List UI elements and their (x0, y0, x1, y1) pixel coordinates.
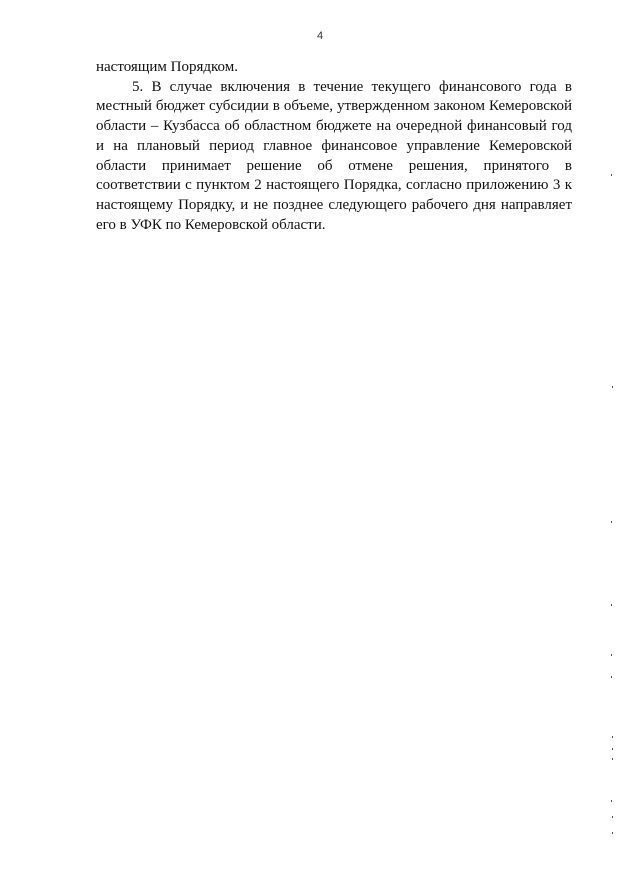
paragraph-continuation: настоящим Порядком. (96, 59, 238, 75)
scan-speck (611, 800, 612, 802)
scan-speck (612, 736, 613, 738)
document-body (96, 58, 572, 235)
scan-speck (612, 386, 613, 388)
scan-speck (612, 758, 613, 760)
scan-speck (612, 832, 613, 834)
scan-speck (611, 521, 612, 523)
paragraph-item-5: 5. В случае включения в течение текущего финансового года в местный бюджет субсидии в объеме, утвержденном законом Кемеровской области – Кузбасса об областном бюджете на очередной финансовый год и на плановый период главное финансовое управление Кемеровской области принимает решение об отмене решения, принятого в соответствии с пунктом 2 настоящего Порядка, согласно приложению 3 к настоящему Порядку, и не позднее следующего рабочего дня направляет его в УФК по Кемеровской области. (96, 78, 572, 233)
page-number: 4 (316, 30, 324, 42)
scan-speck (611, 654, 612, 656)
scan-speck (611, 676, 612, 678)
scan-speck (612, 748, 613, 750)
scan-speck (612, 816, 613, 818)
scan-speck (611, 174, 612, 176)
scan-speck (611, 604, 612, 606)
